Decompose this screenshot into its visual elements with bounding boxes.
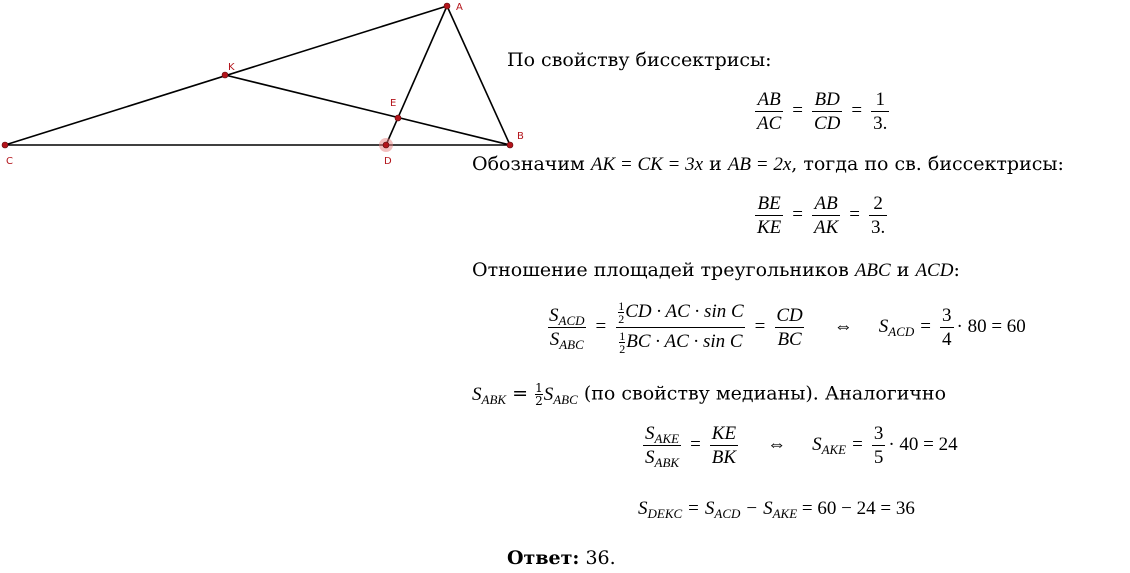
segment-ab <box>447 6 510 145</box>
segment-ad <box>386 6 447 145</box>
point-d <box>383 142 389 148</box>
point-a <box>444 3 450 9</box>
triangle-figure <box>0 0 540 180</box>
point-e <box>395 115 401 121</box>
figure-points <box>2 3 513 152</box>
area-ratio-text: Отношение площадей треугольников ABC и ACD: <box>472 259 960 281</box>
equation-bisector-2: $\frac{BE}{KE}$ = $\frac{AB}{AK}$ = $\frac{2}{3.}$ <box>757 193 886 238</box>
denote-text: Обозначим AK = CK = 3x и AB = 2x, тогда по св. биссектрисы: <box>472 153 1064 175</box>
equation-area-ratio: $\frac{S_{ACD}}{S_{ABC}}$ = $\frac{1}{2}$ CD · AC · sin C $\frac{1}{2}$ BC · AC · sin C = $\frac{CD}{BC}$ ⇔ $S_{ACD}$ = $\frac{3}{4}$ · 80 = 60 <box>549 299 1026 356</box>
segment-bk <box>225 75 510 145</box>
label-c: C <box>6 156 13 167</box>
figure-segments <box>5 6 510 145</box>
label-k: K <box>228 62 235 73</box>
label-d: D <box>384 156 392 167</box>
equation-ake: $\frac{S_{AKE}}{S_{ABK}}$ = $\frac{KE}{BK}$ ⇔ $S_{AKE}$ = $\frac{3}{5}$ · 40 = 24 <box>645 423 958 470</box>
label-b: B <box>517 131 524 142</box>
equation-bisector-1: $\frac{AB}{AC}$ = $\frac{BD}{CD}$ = $\frac{1}{3.}$ <box>757 89 888 134</box>
equation-dekc: $S_{DEKC} = S_{ACD} - S_{AKE} = 60 - 24 = 36$ <box>638 498 915 521</box>
median-text: $S_{ABK}$ = $\frac{1}{2}$ $S_{ABC}$ (по свойству медианы). Аналогично <box>472 381 947 408</box>
point-b <box>507 142 513 148</box>
label-a: A <box>456 2 463 13</box>
point-c <box>2 142 8 148</box>
answer: Ответ: 36. <box>507 547 616 569</box>
intro-text: По свойству биссектрисы: <box>507 49 772 71</box>
label-e: E <box>390 98 397 109</box>
